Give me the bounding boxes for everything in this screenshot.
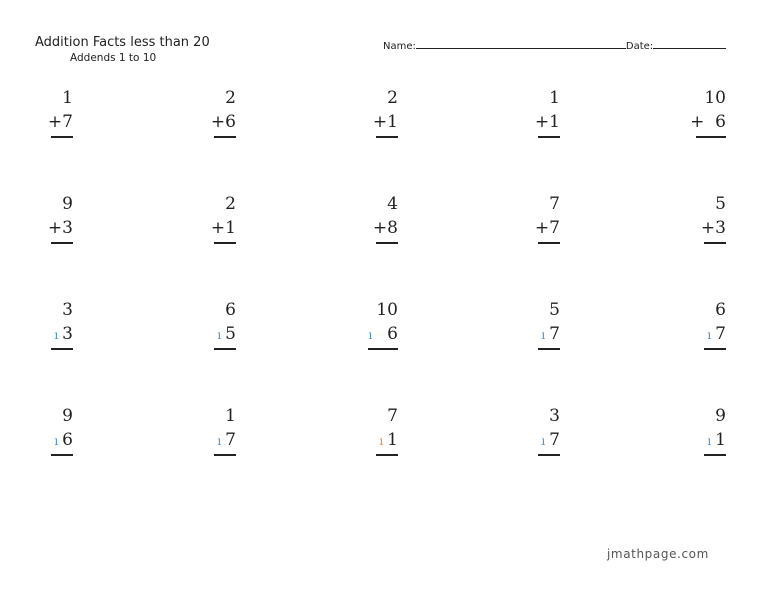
bottom-addend: 1	[715, 430, 726, 450]
bottom-addend: 3	[715, 218, 726, 238]
bottom-addend: 7	[225, 430, 236, 450]
answer-line	[214, 348, 236, 350]
top-addend: 3	[549, 406, 560, 426]
plus-sign: ı	[217, 434, 222, 448]
top-addend: 1	[225, 406, 236, 426]
bottom-addend-row	[369, 324, 398, 344]
addition-problem	[3, 88, 73, 148]
bottom-addend: 7	[549, 430, 560, 450]
top-addend: 1	[62, 88, 73, 108]
bottom-addend-row	[373, 112, 398, 132]
name-label: Name:	[383, 41, 416, 52]
addition-problem	[328, 300, 398, 360]
answer-line	[376, 454, 398, 456]
answer-line	[376, 242, 398, 244]
bottom-addend-row	[217, 324, 236, 344]
answer-line	[538, 454, 560, 456]
worksheet-subtitle: Addends 1 to 10	[70, 52, 157, 64]
top-addend: 4	[387, 194, 398, 214]
addition-problem	[166, 88, 236, 148]
top-addend: 6	[715, 300, 726, 320]
plus-sign: +	[534, 218, 550, 238]
bottom-addend-row	[54, 324, 73, 344]
answer-line	[51, 454, 73, 456]
addition-problem	[166, 194, 236, 254]
bottom-addend-row	[54, 430, 73, 450]
plus-sign: ı	[707, 328, 712, 342]
addition-problem	[166, 300, 236, 360]
bottom-addend: 6	[62, 430, 73, 450]
top-addend: 5	[549, 300, 560, 320]
top-addend: 2	[225, 194, 236, 214]
addition-problem	[328, 88, 398, 148]
top-addend: 9	[62, 194, 73, 214]
answer-line	[51, 348, 73, 350]
bottom-addend-row	[690, 112, 726, 132]
date-label: Date:	[625, 41, 654, 52]
addition-problem	[656, 300, 726, 360]
addition-problem	[490, 300, 560, 360]
addition-problem	[656, 406, 726, 466]
bottom-addend-row	[541, 324, 560, 344]
top-addend: 7	[549, 194, 560, 214]
bottom-addend-row	[701, 218, 726, 238]
bottom-addend: 7	[549, 324, 560, 344]
addition-problem	[656, 88, 726, 148]
plus-sign: ı	[54, 434, 59, 448]
top-addend: 9	[62, 406, 73, 426]
answer-line	[214, 454, 236, 456]
answer-line	[51, 242, 73, 244]
top-addend: 6	[225, 300, 236, 320]
top-addend: 9	[715, 406, 726, 426]
bottom-addend: 6	[387, 324, 398, 344]
answer-line	[538, 242, 560, 244]
bottom-addend-row	[707, 430, 726, 450]
addition-problem	[328, 406, 398, 466]
worksheet-title: Addition Facts less than 20	[35, 35, 210, 50]
bottom-addend: 1	[387, 112, 398, 132]
addition-problem	[3, 194, 73, 254]
addition-problem	[490, 194, 560, 254]
bottom-addend: 3	[62, 324, 73, 344]
answer-line	[538, 136, 560, 138]
bottom-addend: 7	[62, 112, 73, 132]
plus-sign: ı	[217, 328, 222, 342]
answer-line	[704, 242, 726, 244]
addition-problem	[3, 300, 73, 360]
plus-sign: +	[700, 218, 716, 238]
plus-sign: +	[372, 218, 388, 238]
plus-sign: ı	[541, 328, 546, 342]
bottom-addend: 6	[715, 112, 726, 132]
answer-line	[214, 136, 236, 138]
plus-sign: ı	[707, 434, 712, 448]
top-addend: 2	[225, 88, 236, 108]
addition-problem	[166, 406, 236, 466]
bottom-addend: 1	[225, 218, 236, 238]
plus-sign: ı	[541, 434, 546, 448]
top-addend: 2	[387, 88, 398, 108]
plus-sign: +	[534, 112, 550, 132]
plus-sign: ı	[54, 328, 59, 342]
top-addend: 7	[387, 406, 398, 426]
bottom-addend-row	[217, 430, 236, 450]
top-addend: 10	[376, 300, 398, 320]
bottom-addend: 5	[225, 324, 236, 344]
addition-problem	[490, 406, 560, 466]
plus-sign: +	[47, 218, 63, 238]
top-addend: 5	[715, 194, 726, 214]
answer-line	[704, 348, 726, 350]
answer-line	[376, 136, 398, 138]
plus-sign: +	[47, 112, 63, 132]
bottom-addend-row	[373, 218, 398, 238]
bottom-addend-row	[48, 112, 73, 132]
bottom-addend-row	[535, 218, 560, 238]
bottom-addend-row	[211, 112, 236, 132]
plus-sign: ı	[379, 434, 384, 448]
addition-problem	[3, 406, 73, 466]
bottom-addend: 3	[62, 218, 73, 238]
answer-line	[696, 136, 726, 138]
plus-sign: +	[372, 112, 388, 132]
bottom-addend-row	[379, 430, 398, 450]
bottom-addend: 7	[715, 324, 726, 344]
bottom-addend: 1	[387, 430, 398, 450]
bottom-addend-row	[541, 430, 560, 450]
top-addend: 10	[704, 88, 726, 108]
bottom-addend: 6	[225, 112, 236, 132]
bottom-addend-row	[211, 218, 236, 238]
answer-line	[51, 136, 73, 138]
bottom-addend-row	[535, 112, 560, 132]
plus-sign: ı	[368, 328, 373, 342]
top-addend: 1	[549, 88, 560, 108]
answer-line	[368, 348, 398, 350]
bottom-addend: 7	[549, 218, 560, 238]
site-watermark: jmathpage.com	[607, 547, 709, 561]
answer-line	[704, 454, 726, 456]
addition-problem	[656, 194, 726, 254]
answer-line	[538, 348, 560, 350]
bottom-addend: 1	[549, 112, 560, 132]
answer-line	[214, 242, 236, 244]
bottom-addend: 8	[387, 218, 398, 238]
addition-problem	[328, 194, 398, 254]
plus-sign: +	[210, 218, 226, 238]
bottom-addend-row	[707, 324, 726, 344]
addition-problem	[490, 88, 560, 148]
top-addend: 3	[62, 300, 73, 320]
plus-sign: +	[210, 112, 226, 132]
bottom-addend-row	[48, 218, 73, 238]
plus-sign: +	[690, 112, 705, 132]
